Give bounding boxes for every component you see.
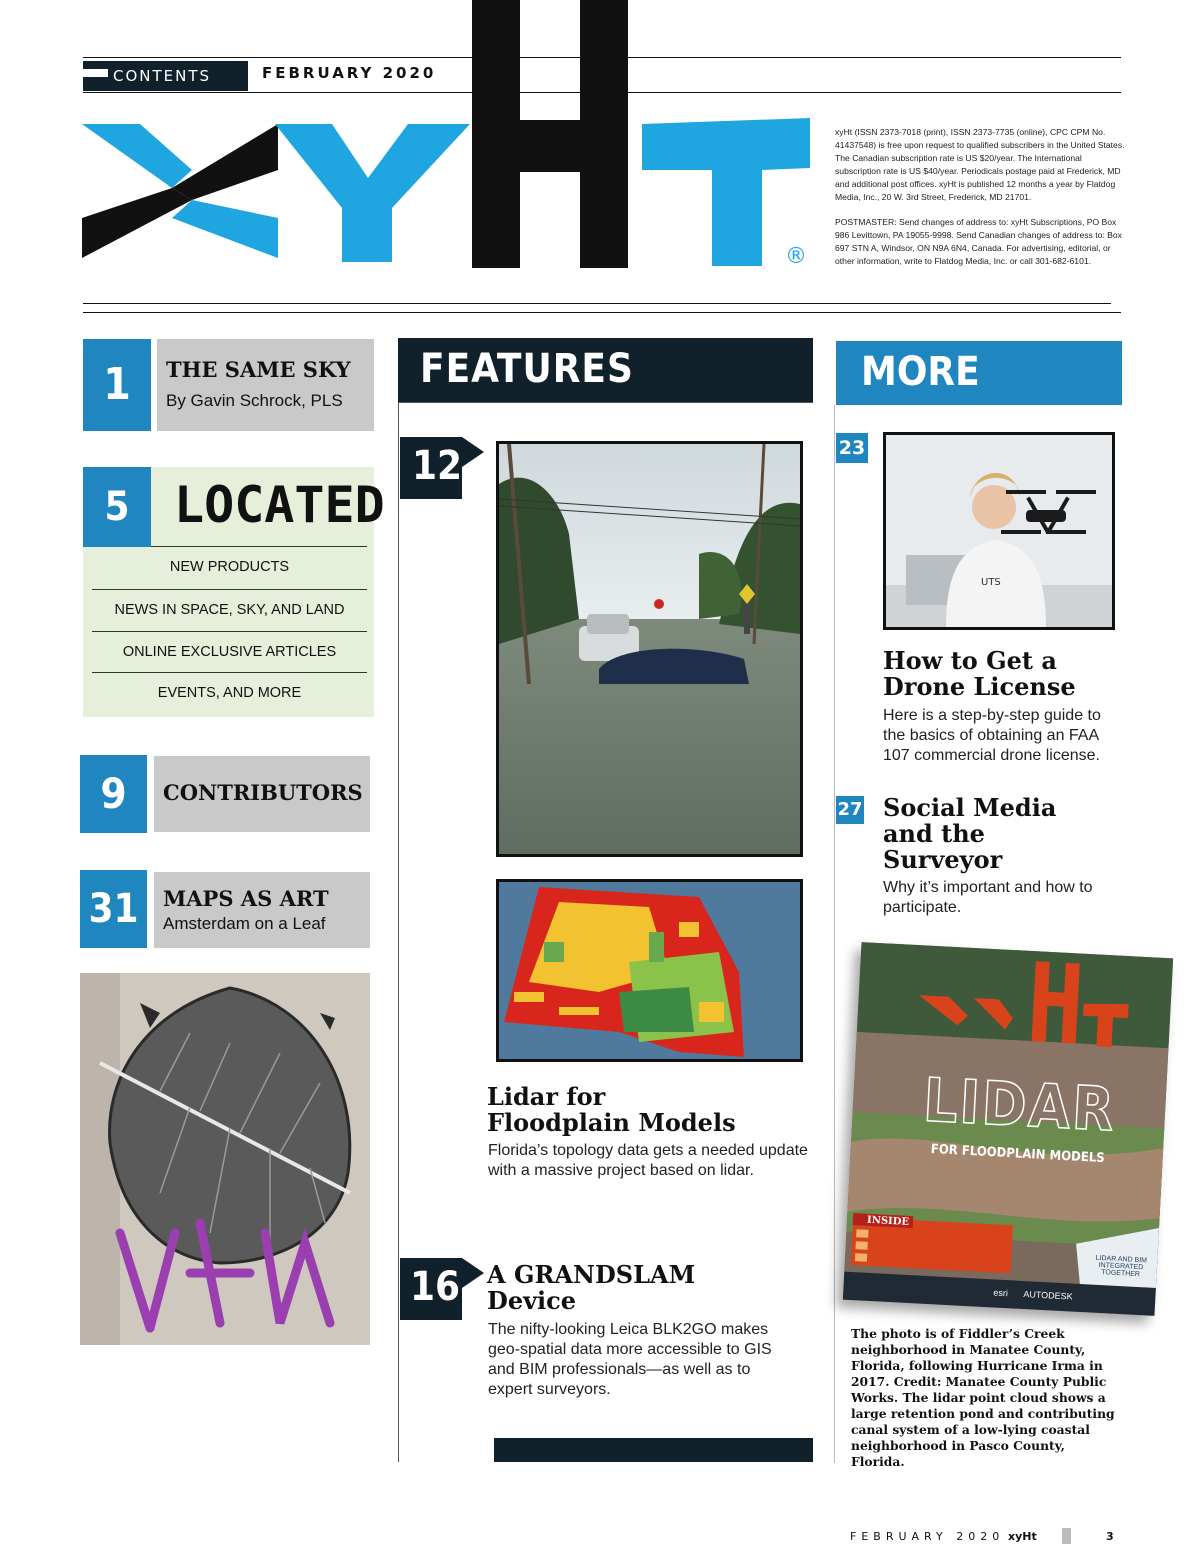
more-heading: MORE [861, 349, 980, 395]
logo-y [275, 124, 470, 262]
drone-dek: Here is a step-by-step guide to the basics of obtaining an FAA 107 commercial drone license. [883, 707, 1101, 764]
social-dek: Why it’s important and how to participate. [883, 879, 1093, 916]
cover-title: LIDAR [921, 1065, 1118, 1146]
lidar-dek: Florida’s topology data gets a needed update with a massive project based on lidar. [488, 1142, 808, 1179]
footer-separator [1062, 1528, 1071, 1544]
magazine-cover[interactable] [843, 942, 1173, 1316]
masthead-subscription: xyHt (ISSN 2373-7018 (print), ISSN 2373-7735 (online), CPC CPM No. 41437548) is free upon request to qualified subscribers in the United States. The Canadian subscription rate is US $20/year. The International subscription rate is US $40/year. Periodicals postage paid at Frederick, MD and additional post offices. xyHt is published 12 months a year by Flatdog Media, Inc., 20 W. 3rd Street, Frederick, MD 21701. [835, 127, 1125, 202]
sky-panel[interactable] [157, 339, 374, 431]
flood-photo [496, 441, 803, 857]
located-item-new-products[interactable]: NEW PRODUCTS [169, 559, 290, 575]
leaf-map-image [80, 973, 370, 1345]
social-page-number[interactable]: 27 [836, 796, 864, 824]
drone-photo [883, 432, 1115, 630]
maps-title: MAPS AS ART [163, 886, 329, 911]
features-divider-right [398, 402, 813, 403]
social-headline-line2: and the [883, 819, 985, 848]
logo-x-black-lower [82, 188, 192, 258]
drone-headline-line2: Drone License [883, 672, 1076, 701]
located-page-number[interactable]: 5 [83, 467, 151, 547]
lidar-point-cloud-image [496, 879, 803, 1062]
lidar-headline-line2: Floodplain Models [487, 1108, 736, 1137]
located-item-news[interactable]: NEWS IN SPACE, SKY, AND LAND [92, 589, 367, 630]
maps-panel[interactable] [154, 872, 370, 948]
masthead-postmaster: POSTMASTER: Send changes of address to: xyHt Subscriptions, PO Box 986 Levittown, PA 19055-9998. Send Canadian changes of address to: Box 697 STN A, Windsor, ON N9A 6N4, Canada. For advertising, editorial, or other information, write to Flatdog Media, Inc. or call 301-682-6101. [835, 217, 1122, 266]
grandslam-page-number[interactable] [400, 1258, 462, 1320]
cover-sponsor-esri: esri [993, 1287, 1009, 1299]
grandslam-headline-line2: Device [487, 1286, 577, 1315]
lidar-page-number-text: 12 [412, 443, 463, 489]
features-heading-bar [398, 338, 813, 402]
registered-mark: ® [785, 244, 807, 269]
cover-caption: The photo is of Fiddler’s Creek neighborhood in Manatee County, Florida, following Hurricane Irma in 2017. Credit: Manatee County Public Works. The lidar point cloud shows a large retention pond and contributing canal system of a low-lying coastal neighborhood in Pasco County, Florida. [851, 1326, 1115, 1469]
section-rule-2 [83, 312, 1121, 313]
contributors-panel[interactable] [154, 756, 370, 832]
maps-page-number[interactable]: 31 [80, 870, 147, 948]
grandslam-dek: The nifty-looking Leica BLK2GO makes geo-spatial data more accessible to GIS and BIM professionals—as well as to expert surveyors. [488, 1321, 772, 1398]
cover-inside-label: INSIDE [866, 1214, 910, 1228]
grandslam-headline[interactable] [487, 1262, 695, 1314]
footer-brand: xyHt [1008, 1530, 1037, 1543]
features-heading: FEATURES [420, 346, 634, 392]
drone-photo-illustration [886, 435, 1112, 627]
drone-page-number[interactable]: 23 [836, 433, 868, 463]
logo-x-blue-lower [172, 200, 278, 258]
cover-subtitle: FOR FLOODPLAIN MODELS [930, 1141, 1106, 1167]
masthead-info [835, 126, 1125, 268]
features-divider-left [398, 402, 399, 1462]
footer-date: FEBRUARY 2020 [850, 1530, 1005, 1543]
drone-headline-line1: How to Get a [883, 646, 1057, 675]
lidar-headline-line1: Lidar for [487, 1082, 606, 1111]
located-title[interactable]: LOCATED [174, 476, 385, 534]
social-headline-line3: Surveyor [883, 845, 1003, 874]
leaf-map-illustration [80, 973, 370, 1345]
social-headline-line1: Social Media [883, 793, 1057, 822]
sky-page-number[interactable]: 1 [83, 339, 151, 431]
issue-date: FEBRUARY 2020 [262, 64, 437, 82]
located-item-online[interactable]: ONLINE EXCLUSIVE ARTICLES [92, 631, 367, 672]
lidar-pointer-arrow [462, 437, 484, 467]
more-heading-bar [836, 341, 1122, 405]
sky-byline: By Gavin Schrock, PLS [166, 391, 343, 410]
lidar-page-number[interactable] [400, 437, 462, 499]
contents-label: CONTENTS [113, 67, 212, 85]
grandslam-page-number-text: 16 [410, 1264, 461, 1310]
located-item-events[interactable]: EVENTS, AND MORE [92, 672, 367, 713]
footer-page-number: 3 [1106, 1530, 1114, 1543]
more-divider [834, 405, 835, 1463]
cover-corner-text: LIDAR AND BIM INTEGRATED TOGETHER [1095, 1254, 1148, 1279]
flood-photo-illustration [499, 444, 800, 854]
xyht-logo [80, 0, 820, 275]
cover-sponsor-autodesk: AUTODESK [1023, 1289, 1073, 1302]
grandslam-headline-line1: A GRANDSLAM [487, 1260, 696, 1289]
lidar-point-cloud-illustration [499, 882, 800, 1059]
svg-text:UTS: UTS [981, 577, 1001, 588]
social-headline[interactable] [883, 795, 1056, 873]
sky-title: THE SAME SKY [166, 357, 351, 382]
logo-x-black-upper [172, 124, 278, 200]
contributors-title: CONTRIBUTORS [163, 780, 363, 805]
grandslam-pointer-arrow [462, 1258, 484, 1288]
section-rule-1 [83, 303, 1111, 304]
lidar-headline[interactable] [487, 1084, 736, 1136]
logo-x-blue-upper [82, 124, 192, 188]
logo-h-bar [472, 120, 628, 172]
maps-subtitle: Amsterdam on a Leaf [163, 914, 326, 933]
drone-headline[interactable] [883, 648, 1076, 700]
features-bottom-bar [494, 1438, 813, 1462]
contributors-page-number[interactable]: 9 [80, 755, 147, 833]
